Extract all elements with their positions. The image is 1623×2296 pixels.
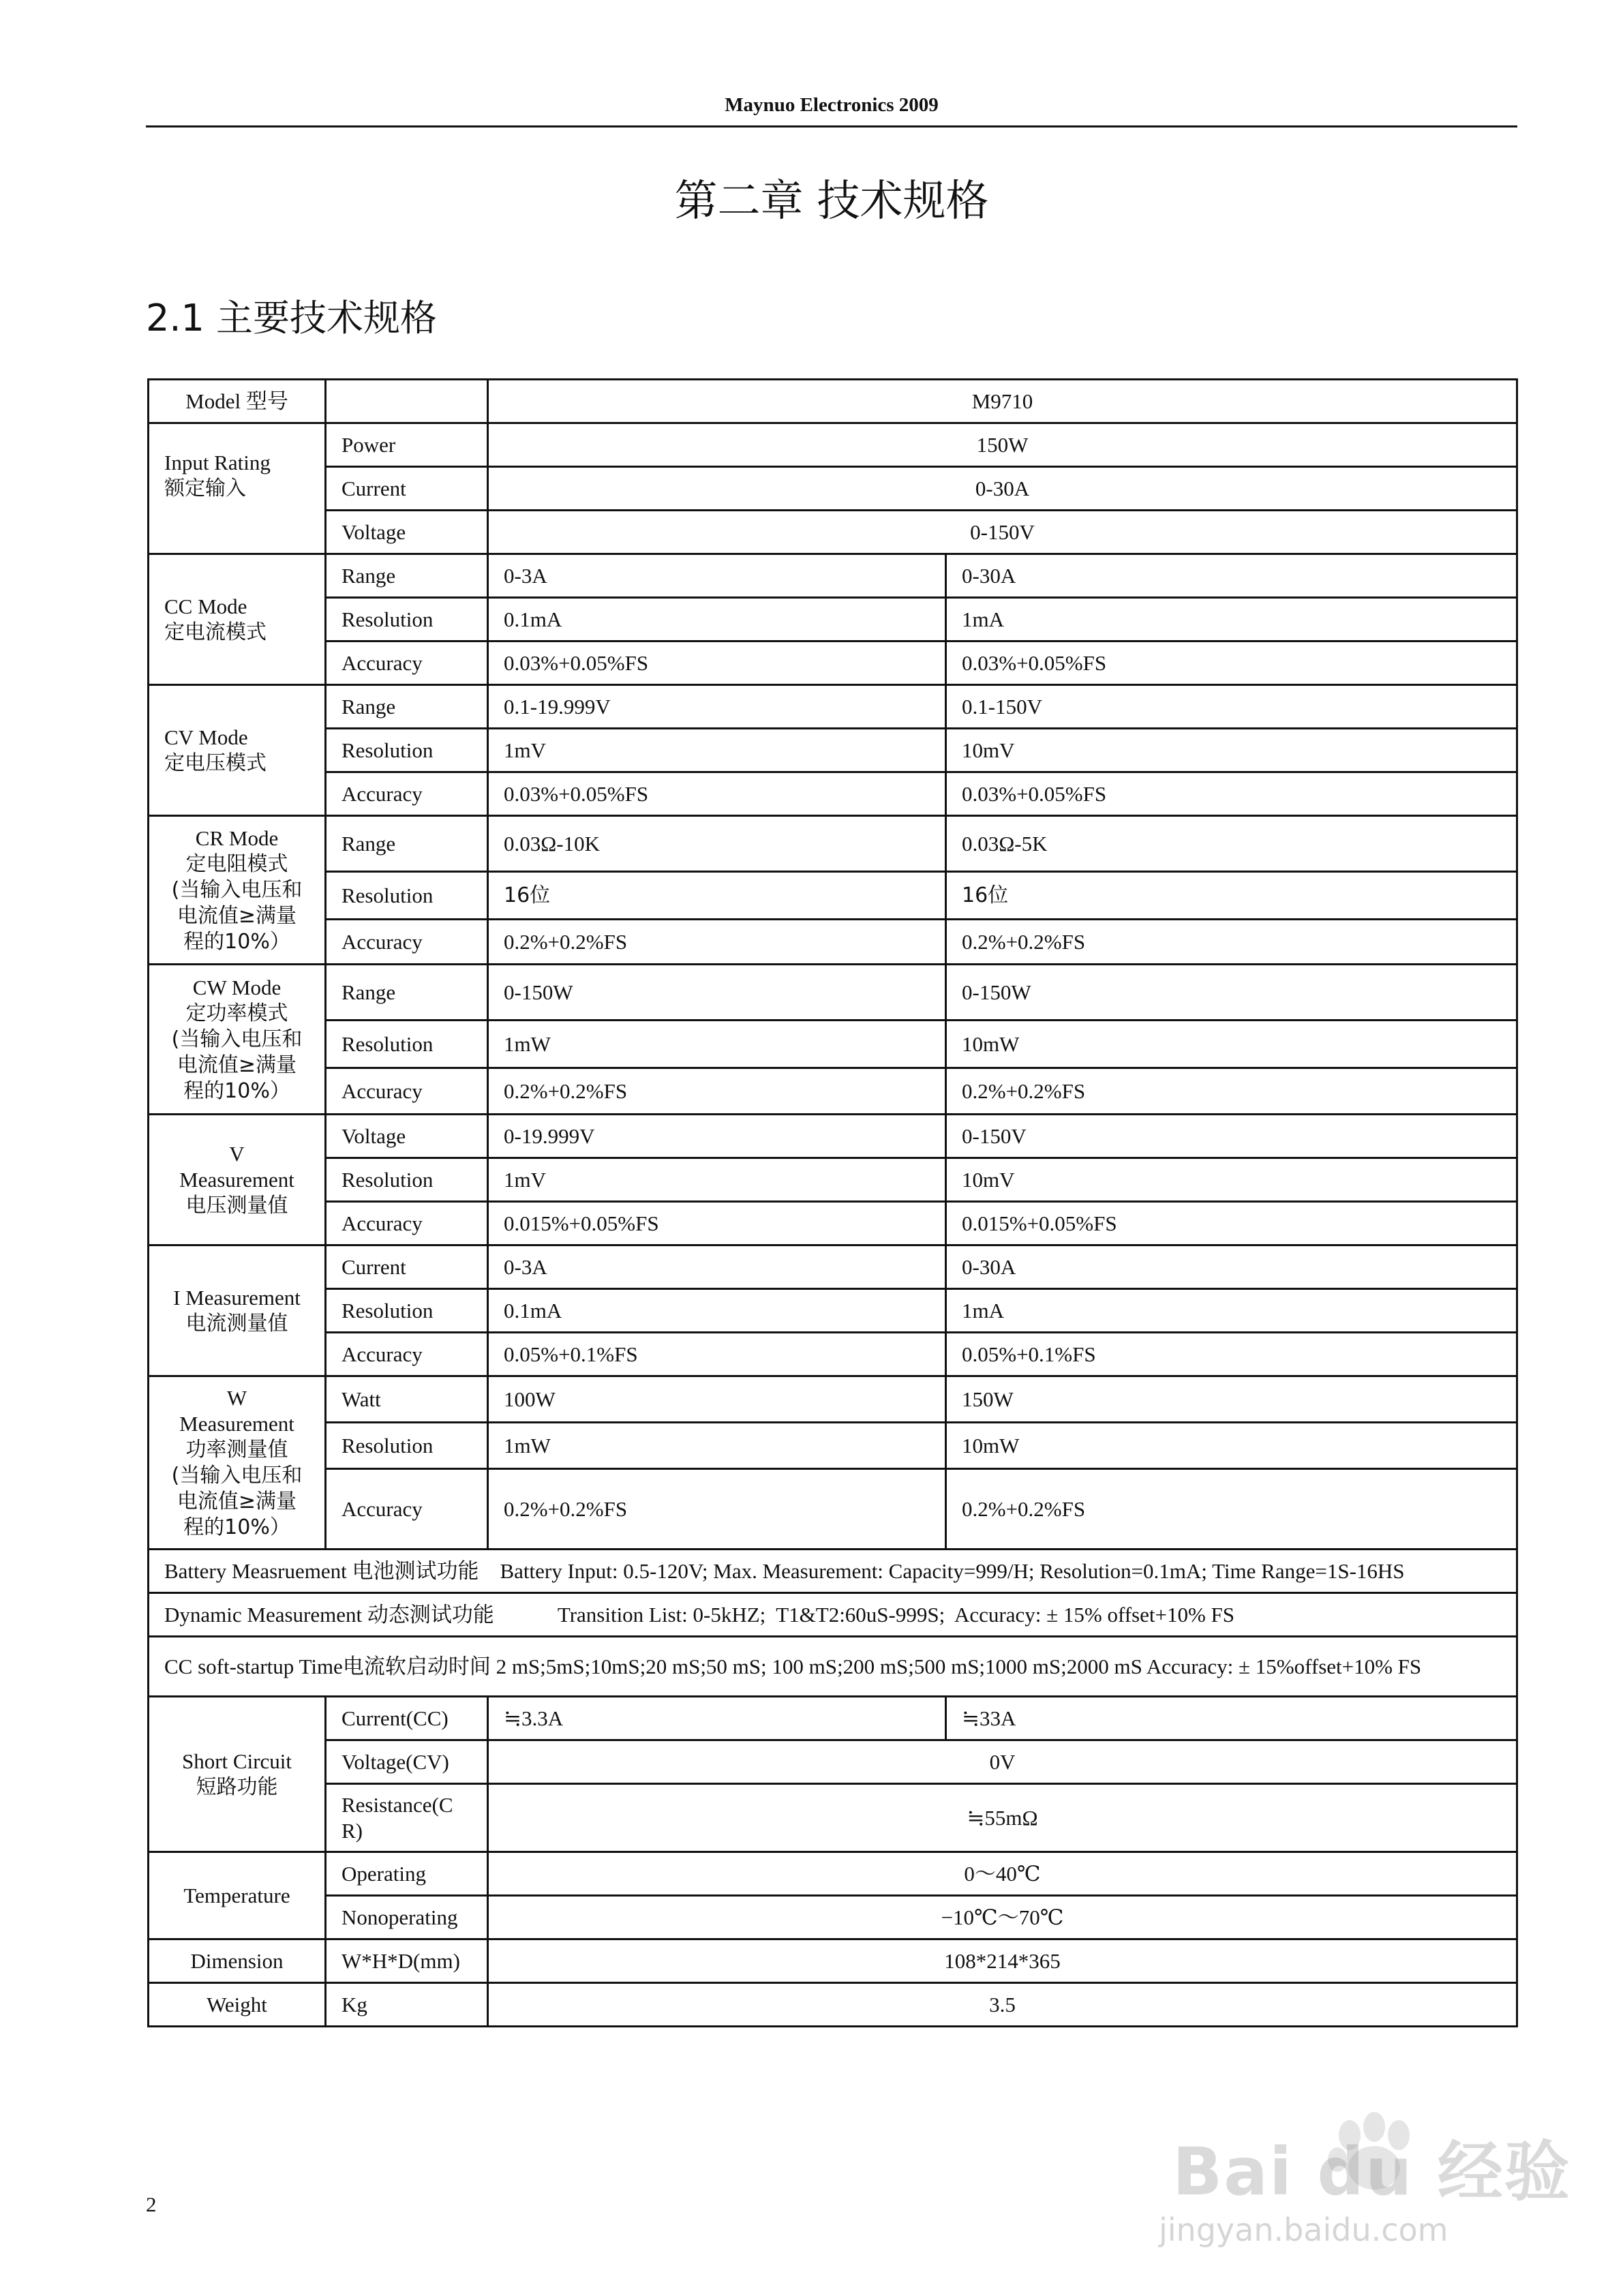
table-row (149, 1202, 1517, 1245)
param-label: Range (326, 965, 488, 1021)
table-row (149, 772, 1517, 816)
param-label: Voltage (326, 511, 488, 554)
value-high: 0-30A (946, 1245, 1517, 1289)
table-row (149, 1469, 1517, 1550)
value-high: 1mA (946, 598, 1517, 641)
param-label: Current (326, 467, 488, 511)
value-cell: 3.5 (488, 1983, 1517, 2027)
group-label-i-measurement: I Measurement 电流测量值 (149, 1245, 326, 1376)
value-high: 150W (946, 1376, 1517, 1423)
value-high: 0-150V (946, 1115, 1517, 1158)
value-high: 0.03%+0.05%FS (946, 641, 1517, 685)
group-label-cc-mode: CC Mode 定电流模式 (149, 554, 326, 685)
value-high: ≒33A (946, 1697, 1517, 1740)
group-label-weight: Weight (149, 1983, 326, 2027)
battery-measurement: Battery Measruement 电池测试功能 Battery Input: 0.5-120V; Max. Measurement: Capacity=999/H; Resolution=0.1mA; Time Range=1S-16HS (149, 1550, 1517, 1593)
table-row (149, 1896, 1517, 1939)
param-label: Resolution (326, 1021, 488, 1068)
table-row (149, 816, 1517, 872)
param-label: Voltage(CV) (326, 1740, 488, 1784)
table-row (149, 554, 1517, 598)
value-high: 0.2%+0.2%FS (946, 1469, 1517, 1550)
header-rule (146, 125, 1517, 127)
group-label-cr-mode: CR Mode 定电阻模式 (当输入电压和 电流值≥满量 程的10%） (149, 816, 326, 965)
table-row (149, 598, 1517, 641)
table-row (149, 1158, 1517, 1202)
group-label-short-circuit: Short Circuit 短路功能 (149, 1697, 326, 1852)
param-label: Accuracy (326, 920, 488, 965)
table-row (149, 685, 1517, 729)
model-label: Model 型号 (149, 380, 326, 423)
value-high: 0.03Ω-5K (946, 816, 1517, 872)
param-label: Resistance(C R) (326, 1784, 488, 1852)
table-row (149, 1637, 1517, 1697)
value-low: 0.1-19.999V (488, 685, 946, 729)
table-row (149, 641, 1517, 685)
param-label: Accuracy (326, 772, 488, 816)
table-row (149, 1068, 1517, 1115)
table-row (149, 1740, 1517, 1784)
group-label-temperature: Temperature (149, 1852, 326, 1939)
model-value: M9710 (488, 380, 1517, 423)
value-low: 0-150W (488, 965, 946, 1021)
table-row (149, 729, 1517, 772)
table-row (149, 1784, 1517, 1852)
param-label: Current(CC) (326, 1697, 488, 1740)
value-cell: 0-30A (488, 467, 1517, 511)
value-low: 0.03%+0.05%FS (488, 772, 946, 816)
value-cell: 108*214*365 (488, 1939, 1517, 1983)
param-label: Accuracy (326, 1333, 488, 1376)
table-row (149, 965, 1517, 1021)
value-low: 0.015%+0.05%FS (488, 1202, 946, 1245)
group-label-cv-mode: CV Mode 定电压模式 (149, 685, 326, 816)
value-high: 0.03%+0.05%FS (946, 772, 1517, 816)
table-row (149, 380, 1517, 423)
table-row (149, 1376, 1517, 1423)
table-row (149, 511, 1517, 554)
watermark-url: jingyan.baidu.com (1159, 2211, 1448, 2248)
value-low: ≒3.3A (488, 1697, 946, 1740)
table-row (149, 1939, 1517, 1983)
table-row (149, 1423, 1517, 1469)
table-row (149, 1550, 1517, 1593)
param-label: Range (326, 685, 488, 729)
param-label: Current (326, 1245, 488, 1289)
value-high: 0.2%+0.2%FS (946, 1068, 1517, 1115)
value-low: 1mV (488, 1158, 946, 1202)
value-high: 0-150W (946, 965, 1517, 1021)
value-high: 10mV (946, 729, 1517, 772)
table-row (149, 423, 1517, 467)
value-low: 0.03%+0.05%FS (488, 641, 946, 685)
value-low: 0.2%+0.2%FS (488, 920, 946, 965)
table-row (149, 1333, 1517, 1376)
watermark-brand: Bai du 经验 (1172, 2134, 1571, 2210)
table-row (149, 1852, 1517, 1896)
param-label: Watt (326, 1376, 488, 1423)
param-label: Resolution (326, 1289, 488, 1333)
table-row (149, 1115, 1517, 1158)
param-label: Kg (326, 1983, 488, 2027)
value-cell: 0～40℃ (488, 1852, 1517, 1896)
table-row (149, 920, 1517, 965)
value-high: 0.05%+0.1%FS (946, 1333, 1517, 1376)
param-label: Resolution (326, 1158, 488, 1202)
value-low: 0.1mA (488, 598, 946, 641)
param-label: Operating (326, 1852, 488, 1896)
param-label: Accuracy (326, 1469, 488, 1550)
param-label: Range (326, 816, 488, 872)
value-low: 0-19.999V (488, 1115, 946, 1158)
section-title: 2.1 主要技术规格 (146, 297, 438, 339)
value-high: 0-30A (946, 554, 1517, 598)
cc-soft-startup: CC soft-startup Time电流软启动时间 2 mS;5mS;10mS;20 mS;50 mS; 100 mS;200 mS;500 mS;1000 mS;2000 mS Accuracy: ± 15%offset+10% FS (149, 1637, 1517, 1697)
table-row (149, 1021, 1517, 1068)
param-label: Nonoperating (326, 1896, 488, 1939)
value-low: 16位 (488, 872, 946, 920)
value-low: 0-3A (488, 554, 946, 598)
spec-table (147, 378, 1518, 2027)
table-row (149, 1697, 1517, 1740)
value-low: 0.03Ω-10K (488, 816, 946, 872)
value-high: 0.015%+0.05%FS (946, 1202, 1517, 1245)
param-label: Accuracy (326, 1202, 488, 1245)
value-cell: −10℃～70℃ (488, 1896, 1517, 1939)
value-cell: 0V (488, 1740, 1517, 1784)
value-low: 100W (488, 1376, 946, 1423)
table-row (149, 467, 1517, 511)
table-row (149, 872, 1517, 920)
value-low: 0.1mA (488, 1289, 946, 1333)
value-high: 10mW (946, 1423, 1517, 1469)
table-row (149, 1289, 1517, 1333)
value-low: 0.2%+0.2%FS (488, 1068, 946, 1115)
page-number: 2 (146, 2192, 157, 2216)
page-header: Maynuo Electronics 2009 (725, 94, 939, 116)
group-label-cw-mode: CW Mode 定功率模式 (当输入电压和 电流值≥满量 程的10%） (149, 965, 326, 1115)
value-high: 1mA (946, 1289, 1517, 1333)
value-high: 10mV (946, 1158, 1517, 1202)
value-cell: 0-150V (488, 511, 1517, 554)
value-low: 0.05%+0.1%FS (488, 1333, 946, 1376)
value-high: 16位 (946, 872, 1517, 920)
value-high: 0.2%+0.2%FS (946, 920, 1517, 965)
group-label-v-measurement: V Measurement 电压测量值 (149, 1115, 326, 1245)
param-label: Power (326, 423, 488, 467)
value-cell: 150W (488, 423, 1517, 467)
value-low: 0.2%+0.2%FS (488, 1469, 946, 1550)
param-label: Range (326, 554, 488, 598)
group-label-dimension: Dimension (149, 1939, 326, 1983)
value-low: 1mW (488, 1423, 946, 1469)
param-label: Accuracy (326, 641, 488, 685)
chapter-title: 第二章 技术规格 (674, 176, 989, 226)
param-label: Resolution (326, 872, 488, 920)
param-label: Resolution (326, 1423, 488, 1469)
value-low: 1mV (488, 729, 946, 772)
param-label: Resolution (326, 729, 488, 772)
dynamic-measurement: Dynamic Measurement 动态测试功能 Transition List: 0-5kHZ; T1&T2:60uS-999S; Accuracy: ± 15% offset+10% FS (149, 1593, 1517, 1637)
group-label-w-measurement: W Measurement 功率测量值 (当输入电压和 电流值≥满量 程的10%） (149, 1376, 326, 1550)
table-row (149, 1983, 1517, 2027)
param-label: Voltage (326, 1115, 488, 1158)
value-low: 1mW (488, 1021, 946, 1068)
param-label: Resolution (326, 598, 488, 641)
value-high: 10mW (946, 1021, 1517, 1068)
group-label-input-rating: Input Rating 额定输入 (149, 423, 326, 554)
table-row (149, 1245, 1517, 1289)
param-label: Accuracy (326, 1068, 488, 1115)
value-high: 0.1-150V (946, 685, 1517, 729)
value-low: 0-3A (488, 1245, 946, 1289)
table-row (149, 1593, 1517, 1637)
param-label: W*H*D(mm) (326, 1939, 488, 1983)
value-cell: ≒55mΩ (488, 1784, 1517, 1852)
